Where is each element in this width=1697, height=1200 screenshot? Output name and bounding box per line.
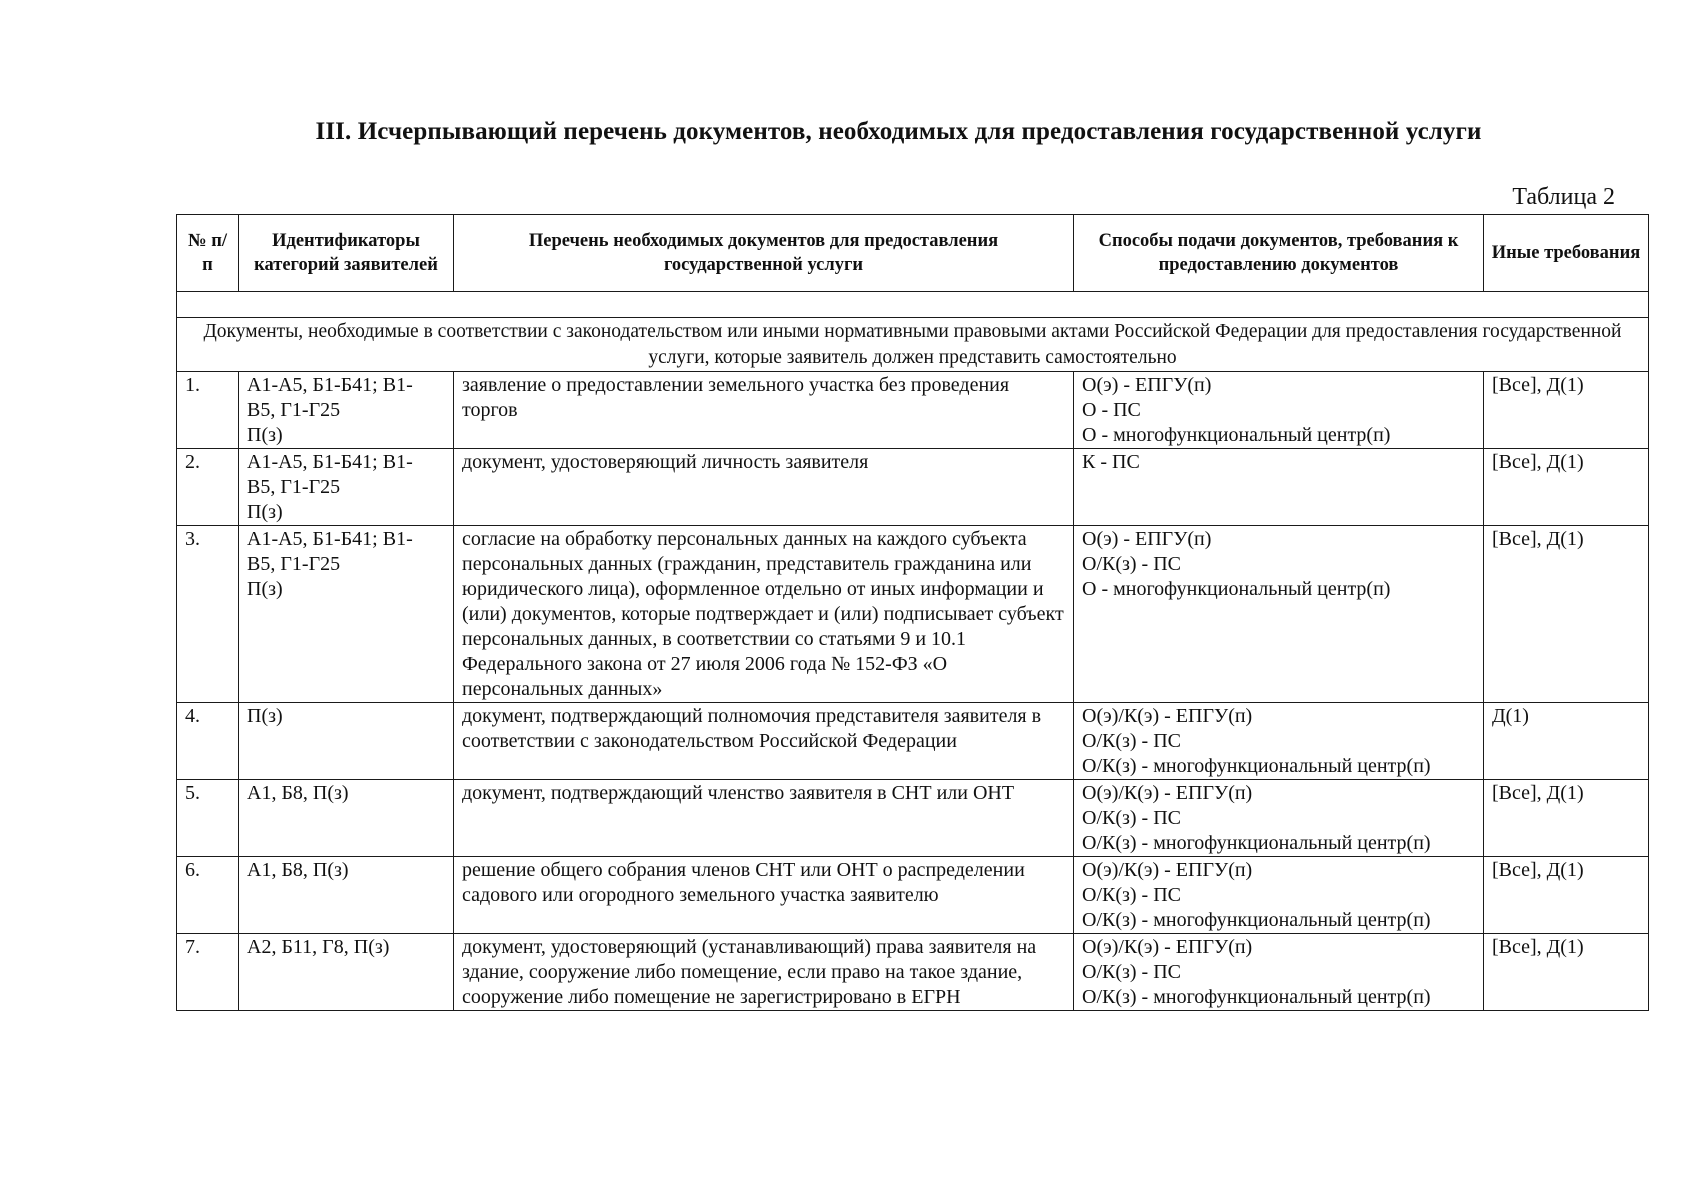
applicant-ids-line: В5, Г1-Г25 [247,399,341,421]
other-requirements: [Все], Д(1) [1484,526,1649,703]
table-row [177,449,1649,526]
document-name: документ, подтверждающий членство заявителя в СНТ или ОНТ [454,780,1074,857]
other-requirements: [Все], Д(1) [1484,857,1649,934]
applicant-ids-line: П(з) [247,705,283,727]
submission-method-line: О/К(з) - многофункциональный центр(п) [1082,755,1431,777]
row-number: 7. [177,934,239,1011]
applicant-ids-cell [239,934,454,1011]
submission-method-line: О/К(з) - ПС [1082,884,1182,906]
applicant-ids-line: П(з) [247,424,283,446]
empty-cell [177,292,1649,318]
submission-method-line: К - ПС [1082,451,1140,473]
empty-row [177,292,1649,318]
section-row [177,318,1649,372]
submission-method-line: О/К(з) - многофункциональный центр(п) [1082,909,1431,931]
other-requirements: [Все], Д(1) [1484,934,1649,1011]
other-requirements: [Все], Д(1) [1484,372,1649,449]
applicant-ids-cell [239,526,454,703]
submission-method-line: О - ПС [1082,399,1141,421]
applicant-ids-line: А1-А5, Б1-Б41; В1- [247,374,413,396]
applicant-ids-line: П(з) [247,501,283,523]
submission-method-line: О(э)/К(э) - ЕПГУ(п) [1082,936,1253,958]
document-name: согласие на обработку персональных данных на каждого субъекта персональных данных (гражданин, представитель гражданина или юридического лица), оформленное отдельно от иных информации и (или) документов, которые подтверждает и (или) подписывает субъект персональных данных, в соответствии со статьями 9 и 10.1 Федерального закона от 27 июля 2006 года № 152-ФЗ «О персональных данных» [454,526,1074,703]
applicant-ids-line: А1, Б8, П(з) [247,859,349,881]
applicant-ids-cell [239,449,454,526]
applicant-ids-cell [239,780,454,857]
submission-methods-cell [1074,857,1484,934]
table-caption: Таблица 2 [1512,184,1615,210]
table-header-row [177,215,1649,292]
submission-method-line: О(э) - ЕПГУ(п) [1082,528,1212,550]
applicant-ids-line: А2, Б11, Г8, П(з) [247,936,390,958]
table-row [177,934,1649,1011]
header-num: № п/п [177,215,239,292]
applicant-ids-line: П(з) [247,578,283,600]
submission-method-line: О/К(з) - ПС [1082,730,1182,752]
submission-method-line: О(э)/К(э) - ЕПГУ(п) [1082,859,1253,881]
submission-methods-cell [1074,449,1484,526]
table-row [177,703,1649,780]
submission-method-line: О/К(з) - ПС [1082,807,1182,829]
applicant-ids-line: А1-А5, Б1-Б41; В1- [247,528,413,550]
document-name: документ, удостоверяющий личность заявителя [454,449,1074,526]
submission-methods-cell [1074,526,1484,703]
other-requirements: Д(1) [1484,703,1649,780]
applicant-ids-cell [239,372,454,449]
applicant-ids-line: В5, Г1-Г25 [247,553,341,575]
submission-methods-cell [1074,703,1484,780]
row-number: 4. [177,703,239,780]
submission-method-line: О/К(з) - ПС [1082,961,1182,983]
row-number: 1. [177,372,239,449]
section-heading: Документы, необходимые в соответствии с законодательством или иными нормативными правовыми актами Российской Федерации для предоставления государственной услуги, которые заявитель должен представить самостоятельно [177,318,1649,372]
submission-method-line: О - многофункциональный центр(п) [1082,424,1391,446]
submission-methods-cell [1074,372,1484,449]
submission-method-line: О - многофункциональный центр(п) [1082,578,1391,600]
table-row [177,857,1649,934]
submission-method-line: О/К(з) - многофункциональный центр(п) [1082,986,1431,1008]
submission-method-line: О/К(з) - ПС [1082,553,1182,575]
submission-method-line: О(э)/К(э) - ЕПГУ(п) [1082,705,1253,727]
other-requirements: [Все], Д(1) [1484,780,1649,857]
other-requirements: [Все], Д(1) [1484,449,1649,526]
submission-methods-cell [1074,934,1484,1011]
table-row [177,372,1649,449]
submission-method-line: О/К(з) - многофункциональный центр(п) [1082,832,1431,854]
page-title: III. Исчерпывающий перечень документов, необходимых для предоставления государственной услуги [315,118,1482,145]
header-submission-methods: Способы подачи документов, требования к предоставлению документов [1074,215,1484,292]
header-applicant-ids: Идентификаторы категорий заявителей [239,215,454,292]
document-name: заявление о предоставлении земельного участка без проведения торгов [454,372,1074,449]
header-other-requirements: Иные требования [1484,215,1649,292]
document-name: документ, удостоверяющий (устанавливающий) права заявителя на здание, сооружение либо помещение, если право на такое здание, сооружение либо помещение не зарегистрировано в ЕГРН [454,934,1074,1011]
applicant-ids-line: А1, Б8, П(з) [247,782,349,804]
row-number: 5. [177,780,239,857]
submission-method-line: О(э) - ЕПГУ(п) [1082,374,1212,396]
applicant-ids-line: А1-А5, Б1-Б41; В1- [247,451,413,473]
row-number: 3. [177,526,239,703]
row-number: 6. [177,857,239,934]
document-name: решение общего собрания членов СНТ или ОНТ о распределении садового или огородного земельного участка заявителю [454,857,1074,934]
table-row [177,780,1649,857]
row-number: 2. [177,449,239,526]
applicant-ids-line: В5, Г1-Г25 [247,476,341,498]
submission-method-line: О(э)/К(э) - ЕПГУ(п) [1082,782,1253,804]
documents-table [176,214,1649,1011]
applicant-ids-cell [239,703,454,780]
document-name: документ, подтверждающий полномочия представителя заявителя в соответствии с законодательством Российской Федерации [454,703,1074,780]
table-row [177,526,1649,703]
submission-methods-cell [1074,780,1484,857]
applicant-ids-cell [239,857,454,934]
header-documents: Перечень необходимых документов для предоставления государственной услуги [454,215,1074,292]
